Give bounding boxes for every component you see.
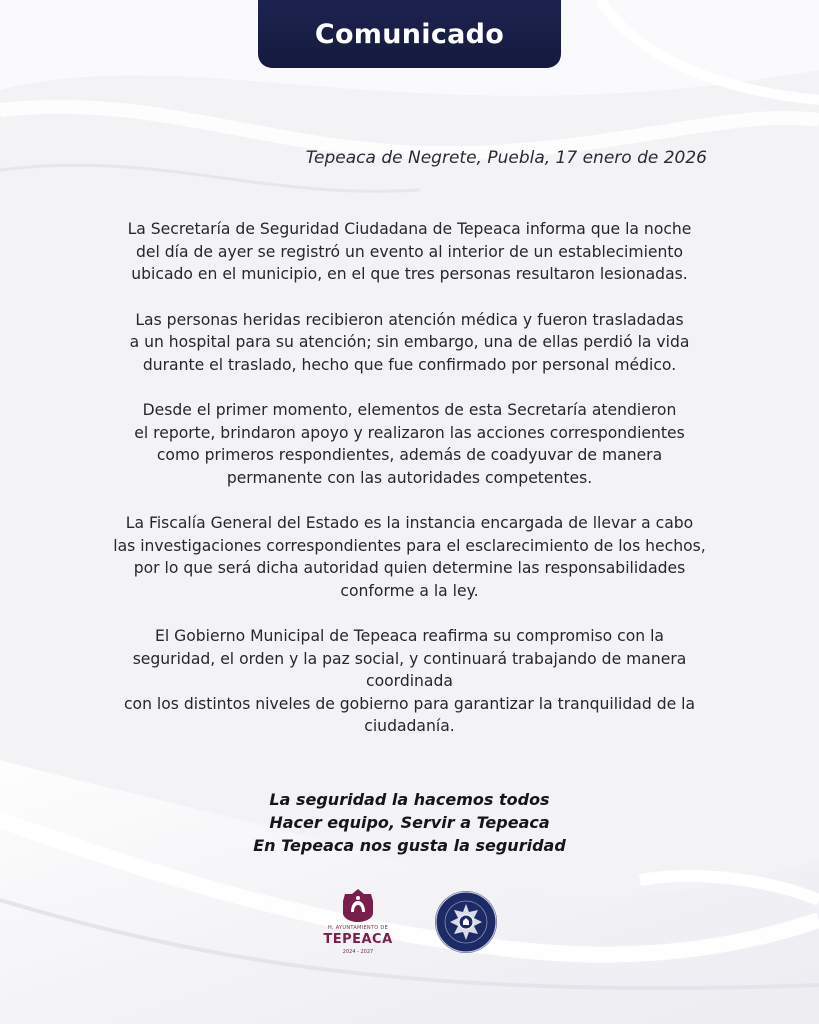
- slogan-line: Hacer equipo, Servir a Tepeaca: [269, 813, 550, 832]
- header-banner: [258, 0, 561, 68]
- paragraph-line: permanente con las autoridades competentes.: [226, 468, 593, 487]
- ayuntamiento-name: TEPEACA: [323, 932, 393, 947]
- ayuntamiento-label: H. AYUNTAMIENTO DE: [327, 925, 389, 931]
- ayuntamiento-emblem-icon: [316, 885, 400, 925]
- paragraph-line: el reporte, brindaron apoyo y realizaron las acciones correspondientes: [134, 423, 685, 442]
- paragraph-2: [60, 309, 759, 377]
- ayuntamiento-logo: [316, 885, 400, 965]
- slogan-line: En Tepeaca nos gusta la seguridad: [253, 836, 566, 855]
- ayuntamiento-years: 2024 - 2027: [342, 949, 374, 955]
- paragraph-line: El Gobierno Municipal de Tepeaca reafirma su compromiso con la: [154, 627, 664, 645]
- header-title: Comunicado: [314, 18, 505, 50]
- paragraph-line: del día de ayer se registró un evento al interior de un establecimiento: [135, 242, 684, 261]
- body-text: [60, 218, 759, 761]
- paragraph-5: [60, 625, 759, 738]
- slogans: [60, 788, 759, 857]
- paragraph-line: La Secretaría de Seguridad Ciudadana de Tepeaca informa que la noche: [127, 220, 692, 238]
- paragraph-line: por lo que será dicha autoridad quien determine las responsabilidades: [133, 559, 686, 577]
- ssc-badge-icon: [434, 890, 498, 954]
- paragraph-line: coordinada: [366, 672, 453, 690]
- paragraph-line: conforme a la ley.: [340, 581, 479, 600]
- paragraph-line: durante el traslado, hecho que fue confirmado por personal médico.: [142, 355, 677, 374]
- paragraph-line: ciudadanía.: [364, 717, 455, 735]
- paragraph-line: Las personas heridas recibieron atención médica y fueron trasladadas: [135, 310, 684, 329]
- slogan-line: La seguridad la hacemos todos: [269, 790, 550, 809]
- paragraph-line: ubicado en el municipio, en el que tres personas resultaron lesionadas.: [131, 265, 688, 283]
- paragraph-3: [60, 399, 759, 489]
- paragraph-line: seguridad, el orden y la paz social, y continuará trabajando de manera: [132, 649, 687, 668]
- paragraph-line: las investigaciones correspondientes para el esclarecimiento de los hechos,: [113, 536, 706, 555]
- paragraph-line: como primeros respondientes, además de coadyuvar de manera: [156, 446, 663, 464]
- paragraph-line: a un hospital para su atención; sin embargo, una de ellas perdió la vida: [129, 333, 690, 351]
- logos-row: [0, 885, 819, 975]
- paragraph-line: con los distintos niveles de gobierno para garantizar la tranquilidad de la: [123, 694, 696, 713]
- paragraph-4: [60, 512, 759, 602]
- place-date: Tepeaca de Negrete, Puebla, 17 enero de 2026: [305, 148, 707, 168]
- paragraph-line: La Fiscalía General del Estado es la instancia encargada de llevar a cabo: [125, 514, 694, 532]
- paragraph-1: [60, 218, 759, 286]
- paragraph-line: Desde el primer momento, elementos de esta Secretaría atendieron: [142, 401, 677, 419]
